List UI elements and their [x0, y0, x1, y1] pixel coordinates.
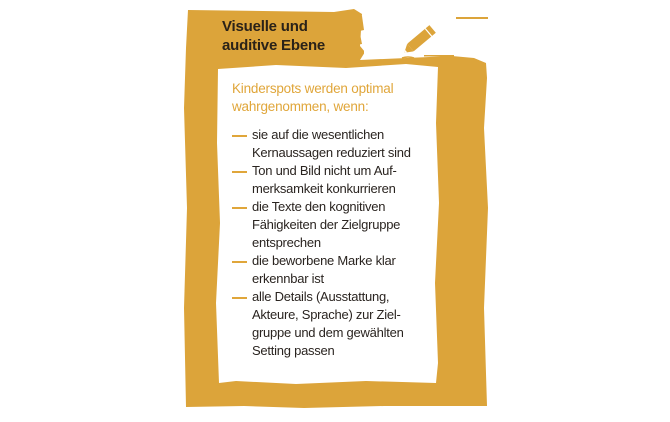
dash-icon: [232, 207, 247, 209]
list-item-text: Ton und Bild nicht um Auf- merksamkeit konkurrieren: [252, 163, 397, 196]
pencil-icon: [398, 18, 444, 62]
card-title-line1: Visuelle und: [222, 18, 308, 35]
dash-icon: [232, 297, 247, 299]
intro-text: Kinderspots werden optimal wahrgenommen, wenn:: [232, 81, 394, 114]
criteria-list: [232, 126, 442, 360]
dash-icon: [232, 261, 247, 263]
list-item-text: sie auf die wesentlichen Kernaussagen reduziert sind: [252, 127, 411, 160]
dash-icon: [232, 135, 247, 137]
list-item-text: alle Details (Ausstattung, Akteure, Sprache) zur Ziel- gruppe und dem gewählten Setting passen: [252, 289, 404, 358]
card-title-line2: auditive Ebene: [222, 37, 326, 54]
list-item: [232, 288, 442, 360]
list-item: [232, 198, 442, 252]
list-item: [232, 252, 442, 288]
list-item: [232, 162, 442, 198]
note-content: [232, 80, 442, 360]
dash-icon: [232, 171, 247, 173]
list-item: [232, 126, 442, 162]
list-item-text: die Texte den kognitiven Fähigkeiten der Zielgruppe entsprechen: [252, 199, 401, 250]
list-item-text: die beworbene Marke klar erkennbar ist: [252, 253, 396, 286]
card-title: [222, 17, 362, 55]
